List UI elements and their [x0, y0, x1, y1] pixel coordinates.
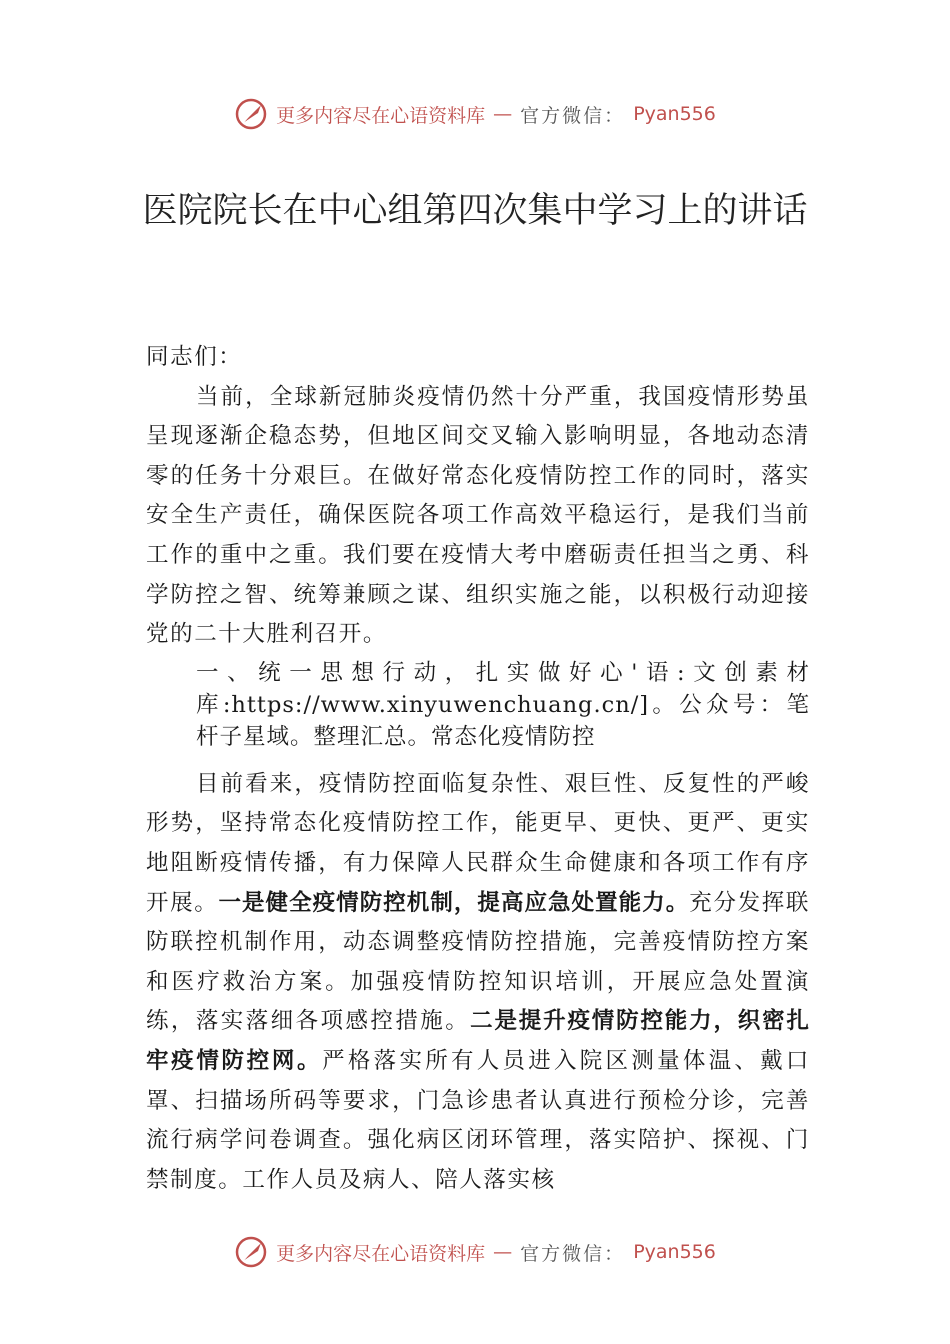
paragraph-section1: [146, 765, 810, 1201]
point-two-heading: 二是提升疫情防控能力，织密扎牢疫情防控网。: [146, 1008, 810, 1074]
banner-separator: —: [493, 1241, 513, 1263]
paragraph-intro: 当前，全球新冠肺炎疫情仍然十分严重，我国疫情形势虽呈现逐渐企稳态势，但地区间交叉输入影响明显，各地动态清零的任务十分艰巨。在做好常态化疫情防控工作的同时，落实安全生产责任，确保医院各项工作高效平稳运行，是我们当前工作的重中之重。我们要在疫情大考中磨砺责任担当之勇、科学防控之智、统筹兼顾之谋、组织实施之能，以积极行动迎接党的二十大胜利召开。: [146, 383, 810, 648]
footer-banner: [0, 1232, 950, 1272]
header-banner: [0, 94, 950, 134]
salutation: 同志们：: [146, 344, 243, 370]
quill-logo-icon: [234, 1235, 268, 1269]
wechat-label: 官方微信：: [520, 1242, 626, 1265]
paragraph-text: 目前看来，疫情防控面临复杂性、艰巨性、反复性的严峻形势，坚持常态化疫情防控工作，能更早、更快、更严、更实地阻断疫情传播，有力保障人民群众生命健康和各项工作有序开展。: [146, 770, 810, 916]
quill-logo-icon: [234, 97, 268, 131]
wechat-label: 官方微信：: [520, 104, 626, 127]
point-one-heading: 一是健全疫情防控机制，提高应急处置能力。: [218, 889, 690, 916]
section-heading: 一、统一思想行动，扎实做好心'语:文创素材库:https://www.xinyuwenchuang.cn/]。公众号：笔杆子星域。整理汇总。常态化疫情防控: [196, 659, 810, 750]
banner-text: 更多内容尽在心语资料库: [276, 1242, 486, 1265]
wechat-id: Pyan556: [633, 103, 716, 125]
banner-separator: —: [493, 103, 513, 125]
wechat-id: Pyan556: [633, 1241, 716, 1263]
document-title: 医院院长在中心组第四次集中学习上的讲话: [142, 191, 808, 231]
paragraph-text: 充分发挥联防联控机制作用，动态调整疫情防控措施，完善疫情防控方案和医疗救治方案。加强疫情防控知识培训，开展应急处置演练，落实落细各项感控措施。: [146, 889, 810, 1035]
banner-text: 更多内容尽在心语资料库: [276, 104, 486, 127]
paragraph-text: 严格落实所有人员进入院区测量体温、戴口罩、扫描场所码等要求，门急诊患者认真进行预检分诊，完善流行病学问卷调查。强化病区闭环管理，落实陪护、探视、门禁制度。工作人员及病人、陪人落实核: [146, 1047, 810, 1193]
document-body: [146, 338, 810, 1200]
